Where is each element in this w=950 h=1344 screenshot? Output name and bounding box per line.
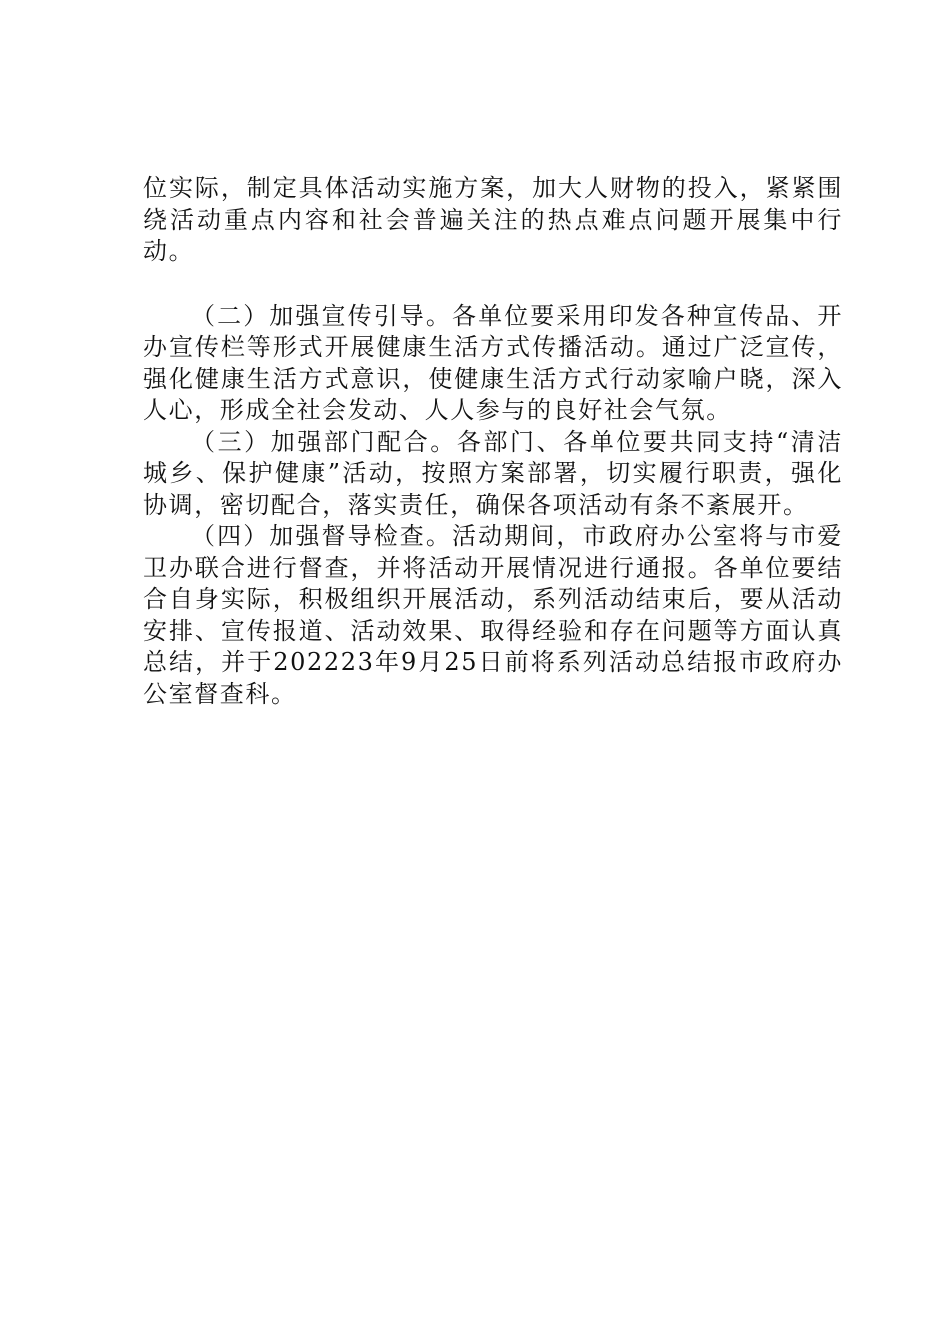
paragraph-supervision: （四）加强督导检查。活动期间，市政府办公室将与市爱卫办联合进行督查，并将活动开展情况进行通报。各单位要结合自身实际，积极组织开展活动，系列活动结束后，要从活动安排、宣传报道、活动效果、取得经验和存在问题等方面认真总结，并于202223年9月25日前将系列活动总结报市政府办公室督查科。 (143, 522, 843, 708)
paragraph-coordination: （三）加强部门配合。各部门、各单位要共同支持“清洁城乡、保护健康”活动，按照方案部署，切实履行职责，强化协调，密切配合，落实责任，确保各项活动有条不紊展开。 (143, 427, 843, 519)
paragraph-publicity: （二）加强宣传引导。各单位要采用印发各种宣传品、开办宣传栏等形式开展健康生活方式传播活动。通过广泛宣传，强化健康生活方式意识，使健康生活方式行动家喻户晓，深入人心，形成全社会发动、人人参与的良好社会气氛。 (143, 301, 843, 424)
paragraph-continuation: 位实际，制定具体活动实施方案，加大人财物的投入，紧紧围绕活动重点内容和社会普遍关注的热点难点问题开展集中行动。 (143, 174, 843, 265)
document-body (143, 173, 843, 710)
